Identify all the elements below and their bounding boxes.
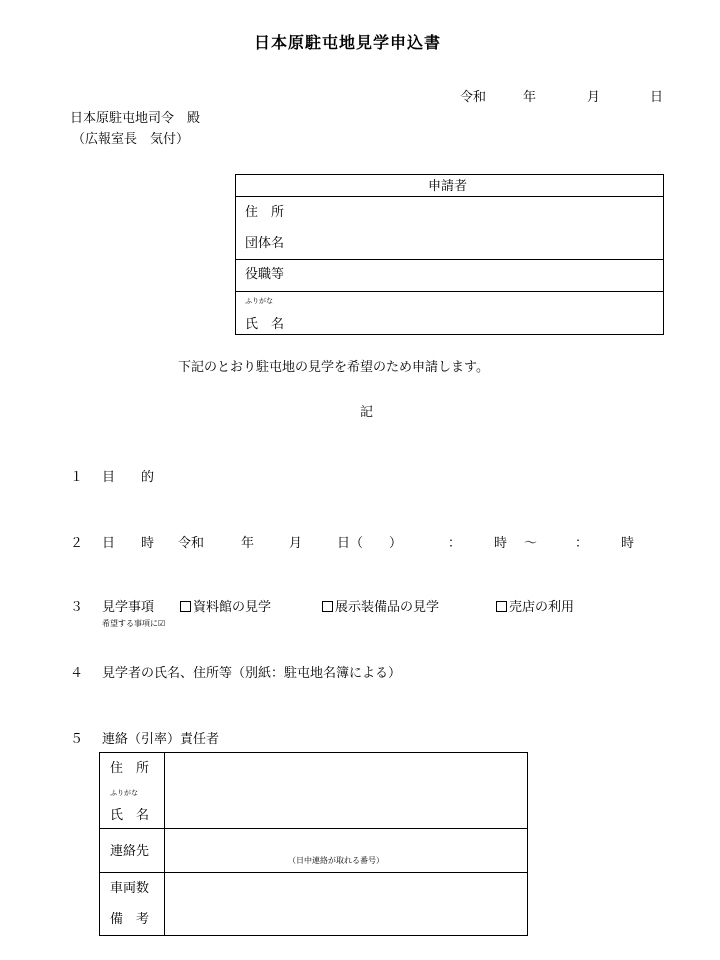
- date-era: 令和: [460, 90, 487, 105]
- item5-label: 連絡（引率）責任者: [102, 732, 220, 747]
- item2-label: 日 時: [102, 536, 155, 551]
- item5-number: ５: [70, 732, 84, 747]
- date-day: 日: [650, 90, 664, 105]
- contact-divider-1: [99, 828, 528, 829]
- item2-year: 年: [241, 536, 255, 551]
- item1-label: 目 的: [102, 470, 155, 485]
- item2-hour2: 時: [621, 536, 635, 551]
- applicant-group-label: 団体名: [245, 236, 285, 251]
- checkbox-icon[interactable]: [496, 601, 507, 612]
- ki-label: 記: [360, 405, 374, 420]
- option-museum[interactable]: [180, 601, 271, 614]
- contact-phone-note: （日中連絡が取れる番号）: [288, 856, 384, 865]
- contact-furigana-label: ふりがな: [110, 789, 138, 797]
- applicant-divider-3: [235, 291, 664, 292]
- contact-divider-2: [99, 872, 528, 873]
- applicant-position-label: 役職等: [245, 267, 285, 282]
- item4-number: ４: [70, 666, 84, 681]
- item2-era: 令和: [178, 536, 205, 551]
- date-month: 月: [587, 90, 601, 105]
- item2-month: 月: [289, 536, 303, 551]
- request-text: 下記のとおり駐屯地の見学を希望のため申請します。: [178, 360, 489, 375]
- item2-day: 日（ ）: [337, 536, 403, 551]
- item1-number: １: [70, 470, 84, 485]
- item3-label: 見学事項: [102, 600, 155, 615]
- contact-address-label: 住 所: [110, 761, 150, 776]
- addressee-line2: （広報室長 気付）: [72, 132, 190, 147]
- contact-phone-label: 連絡先: [110, 844, 150, 859]
- option-equipment-label: 展示装備品の見学: [335, 600, 440, 615]
- addressee-line1: 日本原駐屯地司令 殿: [70, 111, 201, 126]
- checkbox-icon[interactable]: [180, 601, 191, 612]
- contact-col-divider: [164, 752, 165, 936]
- item2-number: ２: [70, 536, 84, 551]
- applicant-furigana-label: ふりがな: [245, 297, 273, 305]
- item3-note: 希望する事項に☑: [102, 619, 166, 628]
- applicant-table: [235, 174, 664, 335]
- applicant-address-label: 住 所: [245, 205, 285, 220]
- contact-name-label: 氏 名: [110, 808, 150, 823]
- option-shop[interactable]: [496, 601, 574, 614]
- option-equipment[interactable]: [322, 601, 439, 614]
- contact-remarks-label: 備 考: [110, 912, 150, 927]
- applicant-header: 申請者: [428, 179, 468, 194]
- item2-hour1: 時: [494, 536, 508, 551]
- item4-text: 見学者の氏名、住所等（別紙：駐屯地名簿による）: [102, 666, 402, 681]
- item2-tilde: ～: [524, 536, 538, 551]
- checkbox-icon[interactable]: [322, 601, 333, 612]
- item2-colon1: ：: [448, 536, 462, 551]
- option-shop-label: 売店の利用: [509, 600, 575, 615]
- page-title: 日本原駐屯地見学申込書: [254, 33, 442, 52]
- applicant-divider-2: [235, 259, 664, 260]
- item2-colon2: ：: [575, 536, 589, 551]
- option-museum-label: 資料館の見学: [193, 600, 272, 615]
- applicant-divider-1: [235, 196, 664, 197]
- item3-number: ３: [70, 600, 84, 615]
- date-year: 年: [523, 90, 537, 105]
- applicant-name-label: 氏 名: [245, 317, 285, 332]
- contact-vehicles-label: 車両数: [110, 881, 150, 896]
